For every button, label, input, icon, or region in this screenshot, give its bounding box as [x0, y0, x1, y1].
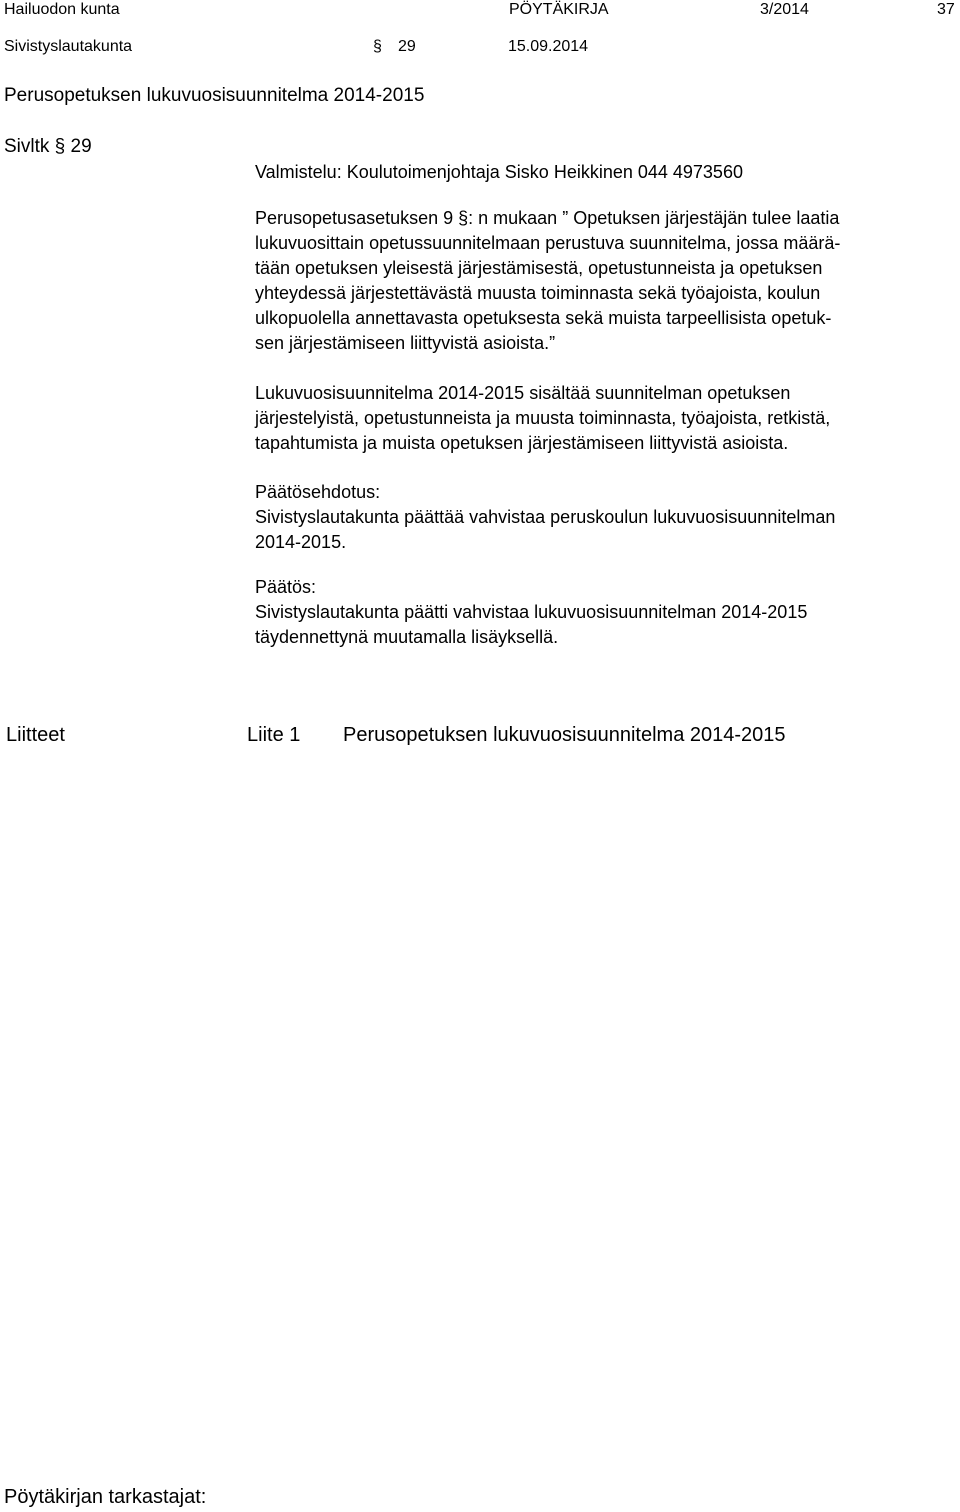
text-line: täydennettynä muutamalla lisäyksellä. [255, 627, 559, 647]
section-reference: Sivltk § 29 [4, 136, 92, 157]
attachment-item-label: Liite 1 [247, 724, 301, 746]
reviewers-label: Pöytäkirjan tarkastajat: [4, 1486, 207, 1508]
attachment-item-title: Perusopetuksen lukuvuosisuunnitelma 2014-2015 [343, 724, 786, 746]
decision-heading: Päätös: [255, 577, 317, 597]
decision [255, 575, 955, 650]
preparer-line: Valmistelu: Koulutoimenjohtaja Sisko Heikkinen 044 4973560 [255, 162, 743, 182]
text-line: Sivistyslautakunta päättää vahvistaa peruskoulun lukuvuosisuunnitelman [255, 507, 836, 527]
paragraph-plan-content [255, 381, 955, 456]
text-line: ulkopuolella annettavasta opetuksesta sekä muista tarpeellisista opetuk- [255, 308, 832, 328]
text-line: järjestelyistä, opetustunneista ja muusta toiminnasta, työajoista, retkistä, [255, 408, 831, 428]
text-line: Lukuvuosisuunnitelma 2014-2015 sisältää suunnitelman opetuksen [255, 383, 791, 403]
attachments-label: Liitteet [6, 724, 65, 746]
document-number: 3/2014 [760, 1, 809, 18]
municipality-name: Hailuodon kunta [4, 1, 120, 18]
text-line: 2014-2015. [255, 532, 347, 552]
page-number: 37 [937, 1, 955, 18]
meeting-date: 15.09.2014 [508, 38, 589, 55]
text-line: Perusopetusasetuksen 9 §: n mukaan ” Opetuksen järjestäjän tulee laatia [255, 208, 840, 228]
decision-proposal [255, 480, 955, 555]
document-type: PÖYTÄKIRJA [509, 1, 609, 18]
text-line: lukuvuosittain opetussuunnitelmaan perustuva suunnitelma, jossa määrä- [255, 233, 841, 253]
text-line: sen järjestämiseen liittyvistä asioista.” [255, 333, 556, 353]
section-symbol: § [373, 38, 382, 55]
board-name: Sivistyslautakunta [4, 38, 133, 55]
text-line: yhteydessä järjestettävästä muusta toiminnasta sekä työajoista, koulun [255, 283, 821, 303]
paragraph-regulation [255, 206, 955, 356]
text-line: tapahtumista ja muista opetuksen järjestämiseen liittyvistä asioista. [255, 433, 789, 453]
proposal-heading: Päätösehdotus: [255, 482, 381, 502]
page-title: Perusopetuksen lukuvuosisuunnitelma 2014-2015 [4, 85, 425, 106]
text-line: Sivistyslautakunta päätti vahvistaa lukuvuosisuunnitelman 2014-2015 [255, 602, 808, 622]
text-line: tään opetuksen yleisestä järjestämisestä, opetustunneista ja opetuksen [255, 258, 823, 278]
section-number: 29 [398, 38, 416, 55]
